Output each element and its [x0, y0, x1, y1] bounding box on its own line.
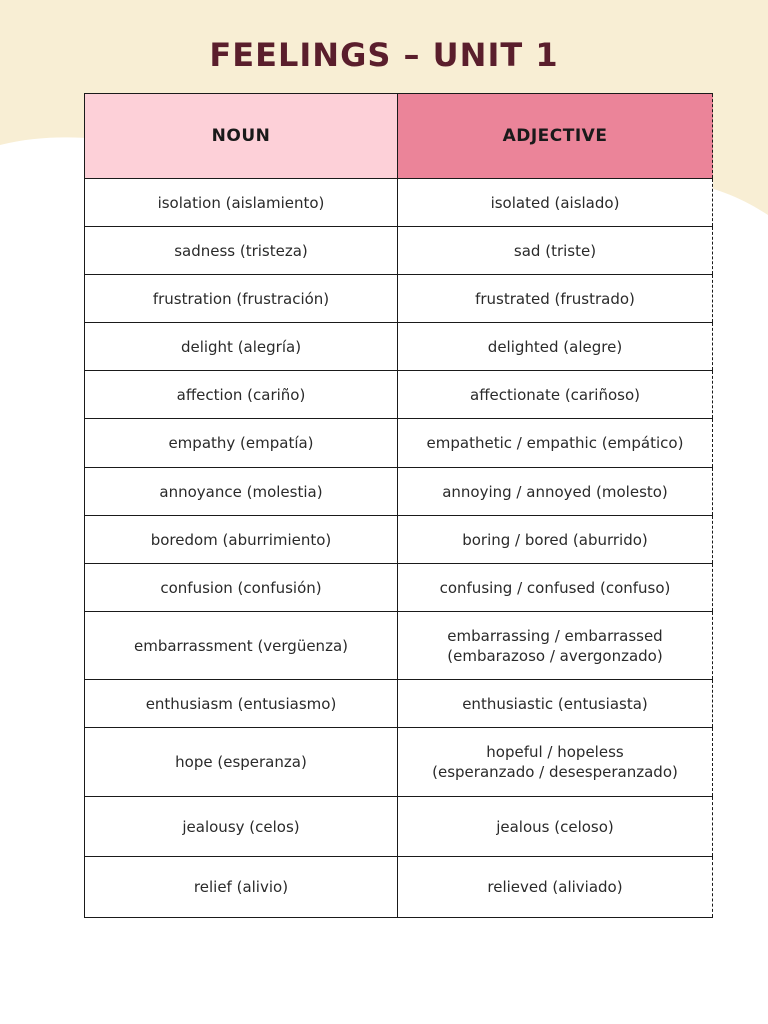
table-row: [85, 857, 713, 918]
adjective-cell: [398, 564, 713, 612]
noun-cell: jealousy (celos): [85, 797, 398, 857]
adjective-cell: [398, 323, 713, 371]
adjective-line: enthusiastic (entusiasta): [462, 694, 648, 713]
adjective-line: hopeful / hopeless: [486, 743, 624, 761]
table-row: [85, 680, 713, 728]
adjective-cell: [398, 612, 713, 680]
adjective-line: relieved (aliviado): [487, 878, 623, 896]
noun-cell: enthusiasm (entusiasmo): [85, 680, 398, 728]
table-row: [85, 728, 713, 797]
table-row: [85, 371, 713, 419]
noun-cell: empathy (empatía): [85, 419, 398, 468]
adjective-cell: [398, 179, 713, 227]
noun-cell: relief (alivio): [85, 857, 398, 918]
adjective-line: affectionate (cariñoso): [470, 385, 640, 404]
table-row: [85, 516, 713, 564]
noun-cell: delight (alegría): [85, 323, 398, 371]
table-row: [85, 797, 713, 857]
table-body: [85, 179, 713, 918]
table-row: [85, 419, 713, 468]
table-row: [85, 179, 713, 227]
adjective-cell: [398, 728, 713, 797]
adjective-cell: [398, 227, 713, 275]
adjective-line: empathetic / empathic (empático): [426, 434, 684, 452]
adjective-line: jealous (celoso): [496, 817, 614, 836]
noun-cell: frustration (frustración): [85, 275, 398, 323]
noun-cell: isolation (aislamiento): [85, 179, 398, 227]
adjective-line: boring / bored (aburrido): [462, 530, 648, 549]
adjective-line: embarrassing / embarrassed: [447, 626, 663, 645]
page-title: FEELINGS – UNIT 1: [209, 36, 559, 74]
adjective-cell: [398, 516, 713, 564]
adjective-line: sad (triste): [513, 241, 597, 260]
table-header-row: [85, 94, 713, 179]
adjective-line: confusing / confused (confuso): [439, 578, 671, 597]
adjective-cell: [398, 275, 713, 323]
adjective-line: (embarazoso / avergonzado): [447, 646, 663, 665]
noun-cell: annoyance (molestia): [85, 468, 398, 516]
noun-cell: embarrassment (vergüenza): [85, 612, 398, 680]
noun-cell: sadness (tristeza): [85, 227, 398, 275]
adjective-line: annoying / annoyed (molesto): [442, 482, 668, 501]
table-row: [85, 612, 713, 680]
adjective-line: (esperanzado / desesperanzado): [432, 763, 678, 781]
adjective-column-header: ADJECTIVE: [398, 94, 713, 179]
adjective-cell: [398, 797, 713, 857]
noun-column-header: NOUN: [85, 94, 398, 179]
noun-cell: boredom (aburrimiento): [85, 516, 398, 564]
noun-cell: confusion (confusión): [85, 564, 398, 612]
adjective-line: isolated (aislado): [490, 193, 620, 212]
adjective-cell: [398, 857, 713, 918]
noun-cell: affection (cariño): [85, 371, 398, 419]
adjective-line: frustrated (frustrado): [475, 289, 635, 308]
vocabulary-table: [84, 93, 713, 918]
table-row: [85, 564, 713, 612]
table-row: [85, 323, 713, 371]
adjective-cell: [398, 419, 713, 468]
noun-cell: hope (esperanza): [85, 728, 398, 797]
adjective-cell: [398, 680, 713, 728]
adjective-cell: [398, 468, 713, 516]
table-row: [85, 275, 713, 323]
table-row: [85, 227, 713, 275]
table-row: [85, 468, 713, 516]
adjective-line: delighted (alegre): [487, 337, 623, 356]
adjective-cell: [398, 371, 713, 419]
